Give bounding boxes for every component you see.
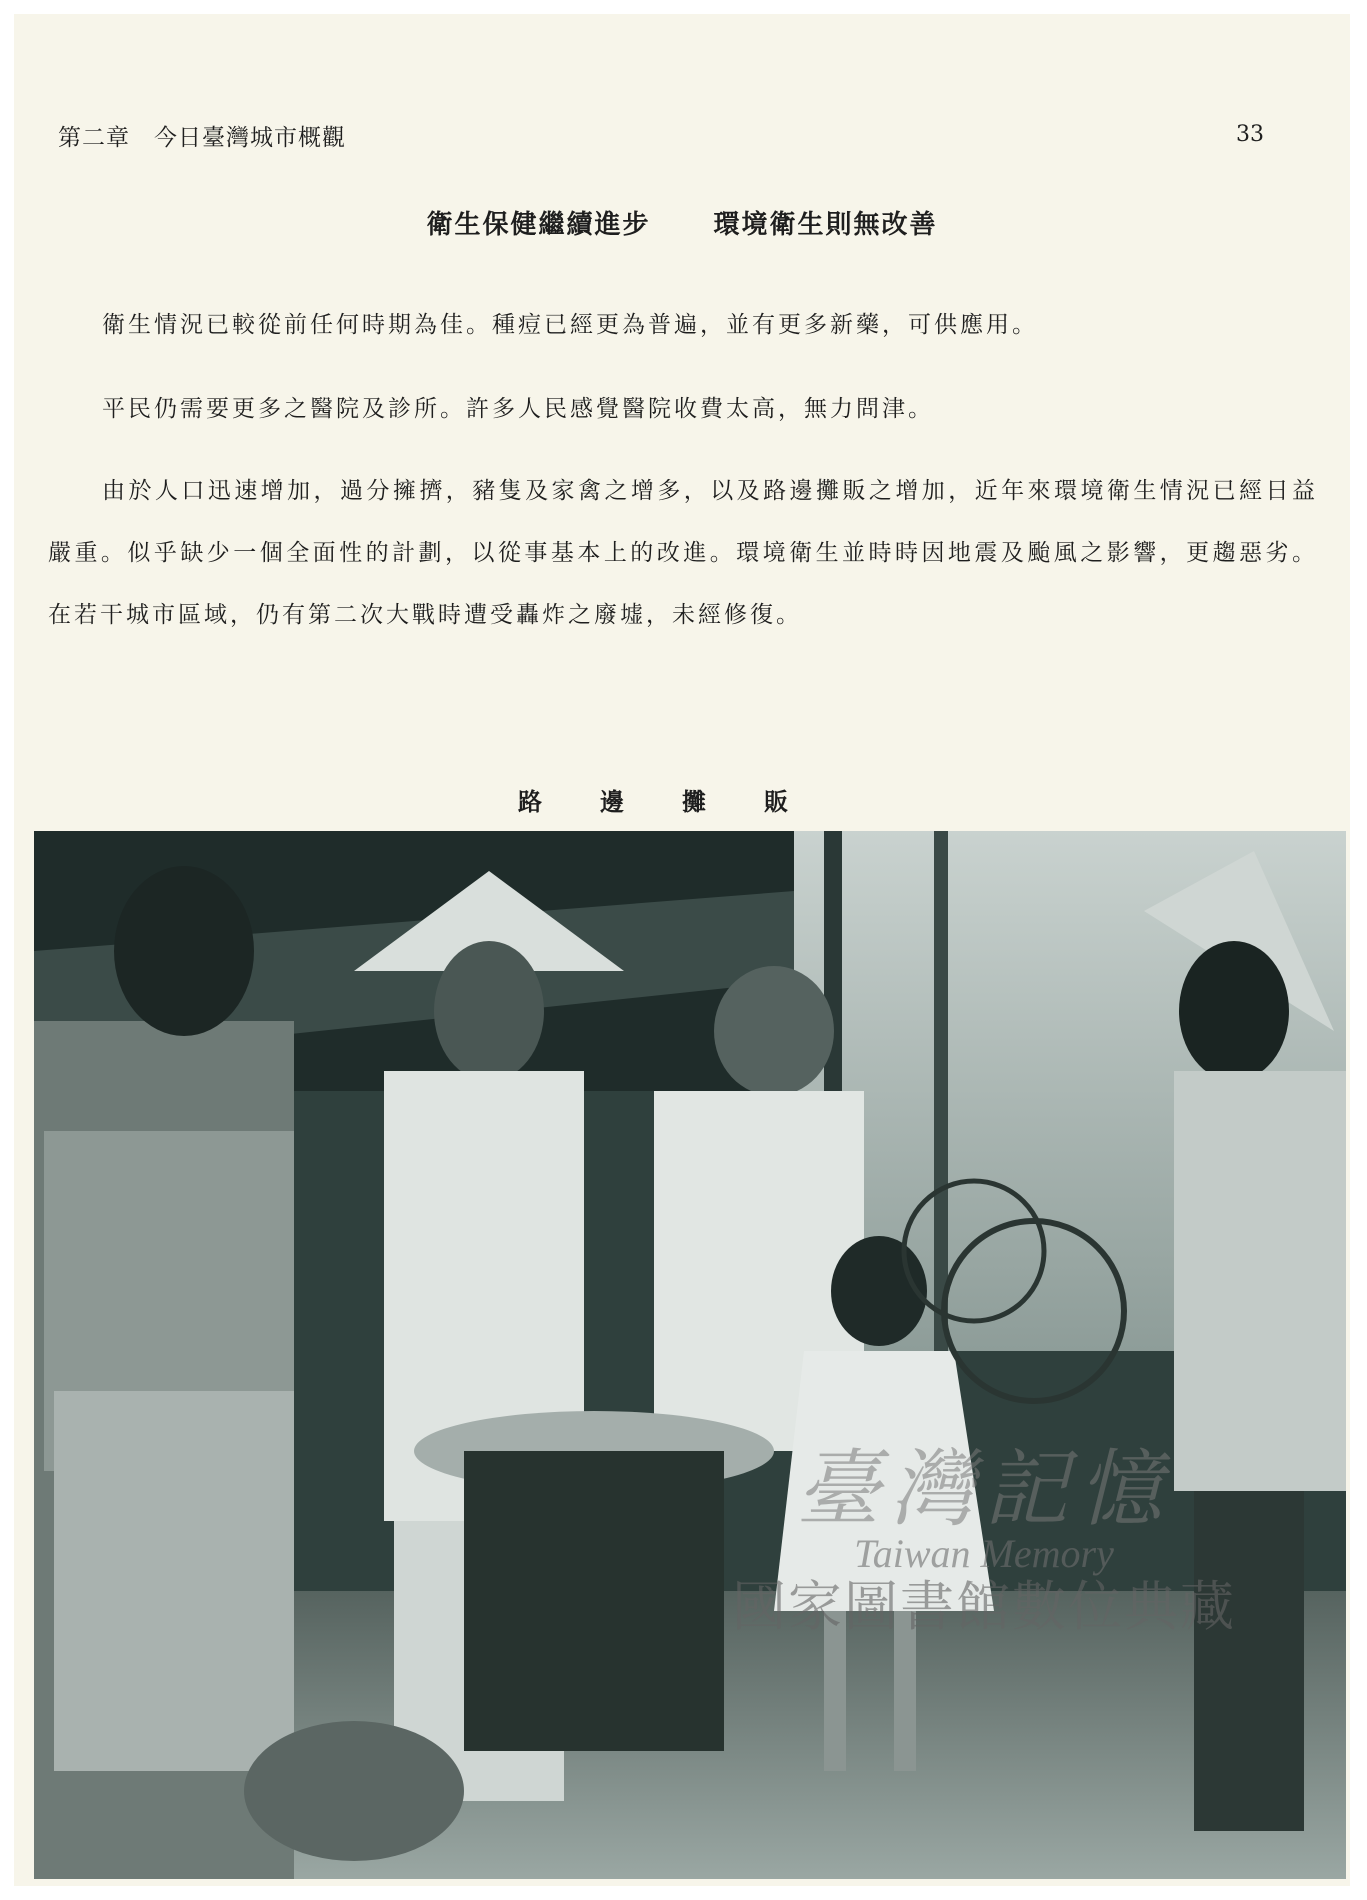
- paragraph: 平民仍需要更多之醫院及診所。許多人民感覺醫院收費太高，無力問津。: [102, 396, 934, 422]
- watermark-chinese: 國家圖書館數位典藏: [732, 1575, 1236, 1638]
- document-page: [14, 14, 1350, 1886]
- watermark-english: Taiwan Memory: [854, 1531, 1114, 1576]
- photo-illustration: [34, 831, 1346, 1879]
- page-number: 33: [1236, 122, 1264, 147]
- section-title-part-2: 環境衛生則無改善: [713, 210, 938, 240]
- running-head: 第二章 今日臺灣城市概觀: [58, 125, 346, 151]
- paragraph: 衛生情況已較從前任何時期為佳。種痘已經更為普遍，並有更多新藥，可供應用。: [102, 312, 1038, 338]
- watermark-script: 臺灣記憶: [795, 1440, 1172, 1538]
- figure-caption: 路邊攤販: [518, 787, 846, 816]
- section-title: [14, 204, 1350, 241]
- section-title-part-1: 衛生保健繼續進步: [426, 210, 651, 240]
- street-vendor-photo: [34, 831, 1346, 1879]
- body-text: [48, 310, 1318, 695]
- paragraph: 由於人口迅速增加，過分擁擠，豬隻及家禽之增多，以及路邊攤販之增加，近年來環境衛生情況已經日益嚴重。似乎缺少一個全面性的計劃，以從事基本上的改進。環境衛生並時時因地震及颱風之影響，更趨惡劣。在若干城市區域，仍有第二次大戰時遭受轟炸之廢墟，未經修復。: [48, 478, 1318, 628]
